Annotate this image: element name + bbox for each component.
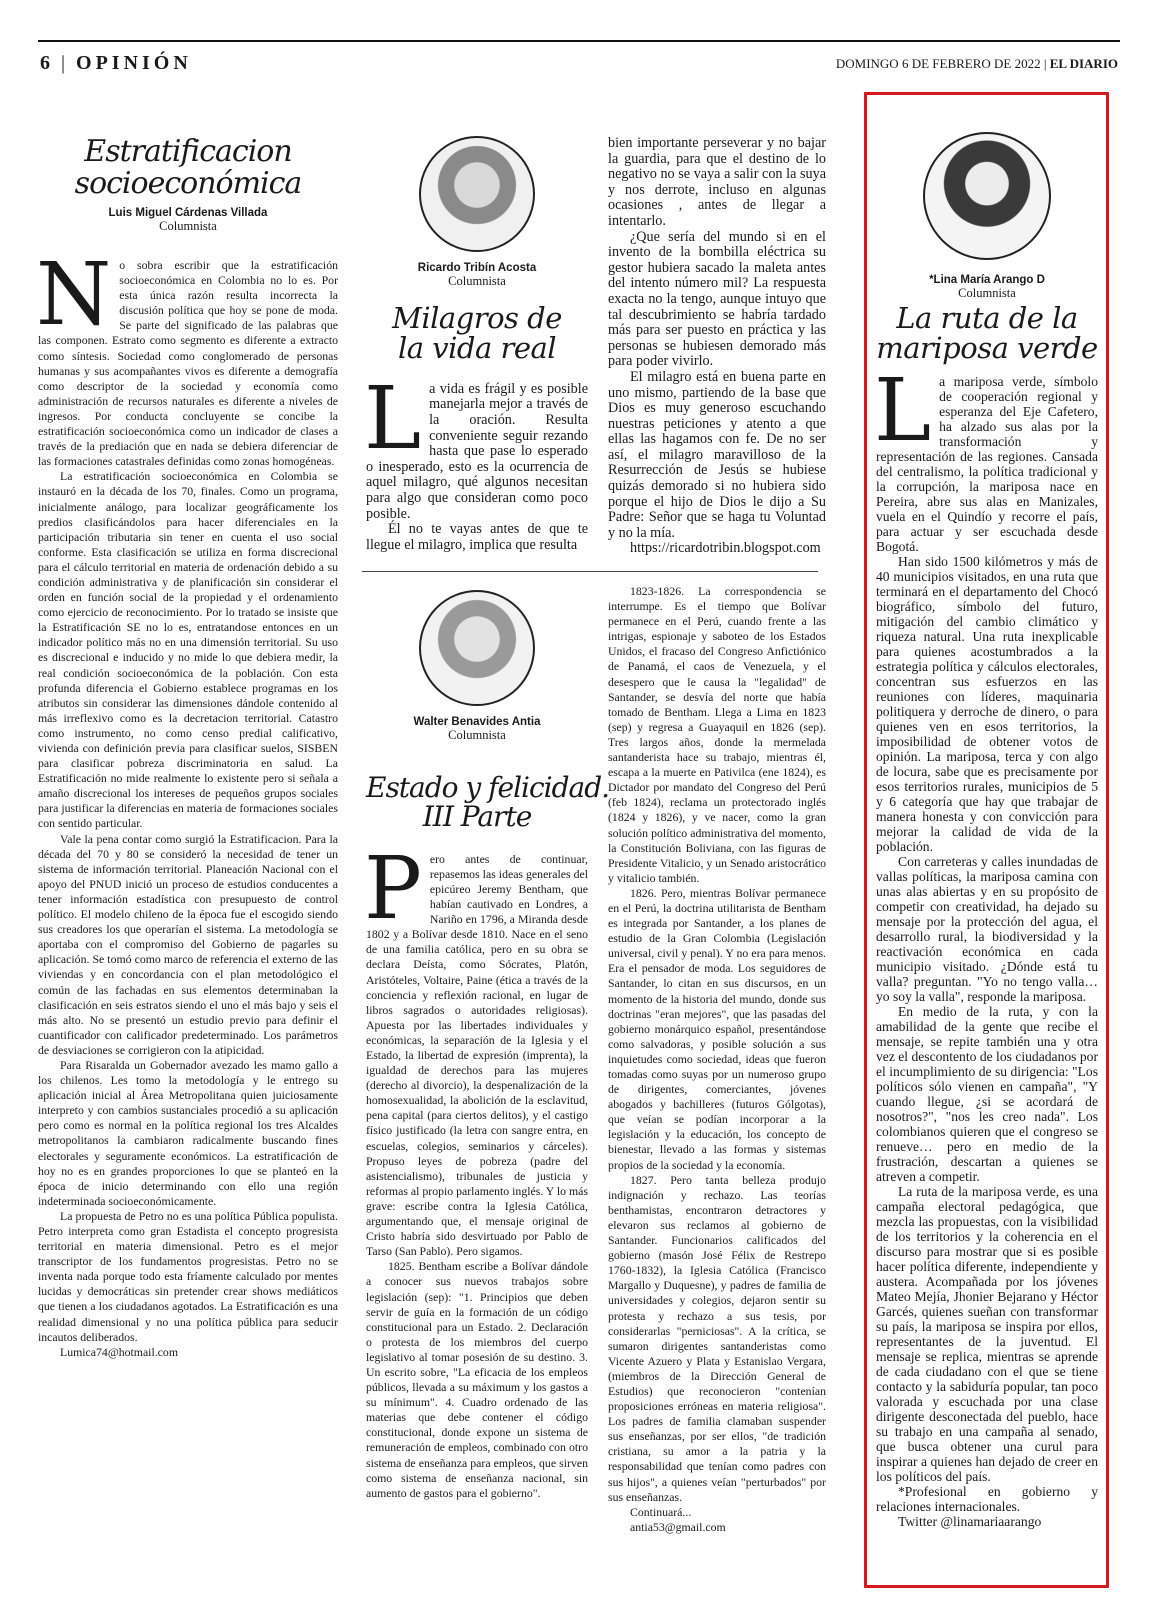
paragraph: La ruta de la mariposa verde, es una campaña electoral pedagógica, que mezcla las propuestas, con la visibilidad de los territorios y la coherencia en el discurso para mostrar que si es posible hacer política diferente, independiente y austera. Acompañada por los jóvenes Mateo Mejía, Jhonier Bejarano y Héctor Garcés, quienes sueñan con transformar su país, la mariposa se inspira por ellos, representantes de la juventud. El mensaje se replica, mientras se aprende de cada ciudadano con el que se tiene contacto y la sabiduría popular, tan poco valorada y escuchada por una clase dirigente desconectada del pueblo, hace su trabajo en una campaña al senado, que busca obtener una curul para inspirar a quienes han dejado de creer en los políticos del país. — [876, 1183, 1098, 1484]
article-body — [364, 368, 588, 554]
author-name: *Lina María Arango D — [929, 274, 1045, 286]
paragraph: Han sido 1500 kilómetros y más de 40 municipios visitados, en una ruta que terminará en el departamento del Chocó biográfico, símbolo del futuro, mitigación del cambio climático y riqueza natural. Una ruta inexplicable para quienes acostumbrados a la estrategia política y cálculos electorales, concentran sus esfuerzos en las reuniones con líderes, maquinaria politiquera y derroche de dinero, o para quienes ven en esos territorios, la imposibilidad de obtener votos de opinión. La mariposa, terca y con algo de locura, sabe que es precisamente por esos territorios rurales, municipios de 5 y 6 categoría que hay que trabajar de manera honesta y con convicción para mejorar la calidad de vida de la población. — [876, 553, 1098, 854]
paragraph: 1826. Pero, mientras Bolívar permanece en el Perú, la doctrina utilitarista de Bentham es integrada por Santander, a los planes de estudio de la Gran Colombia (Legislación universal, civil y penal). Y no era para menos. Era el pensador de moda. Los seguidores de Santander, lo citan en sus discursos, en un momento de la historia del mundo, donde sus doctrinas "eran mejores", que las pasadas del gobierno monárquico español, presentándose como salvadoras, y posible solución a sus inquietudes como sociedad, ideas que fueron tomadas como suyas por un numeroso grupo de dirigentes, comerciantes, jóvenes abogados y bachilleres (futuros Gólgotas), que veían se podían incorporar a la legislación y la educación, los concepto de bienestar, llevado a las formas y sistemas propios de la sociedad y la economía. — [608, 885, 826, 1172]
article-title-estratificacion — [38, 136, 338, 199]
article-body — [608, 584, 826, 1535]
title-line-2: mariposa verde — [876, 331, 1098, 366]
author-name: Ricardo Tribín Acosta — [417, 262, 537, 274]
paragraph: bien importante perseverar y no bajar la guardia, para que el destino de lo negativo no se vaya a salir con la suya y nos derrote, incluso en algunas ocasiones , antes de llegar a intentarlo. — [608, 135, 826, 229]
column-arango — [876, 132, 1098, 1529]
paragraph: o sobra escribir que la estratificación socioeconómica en Colombia no lo es. Por esta única razón resulta incorrecta la discusión política que hoy se pone de moda. Se parte del significado de las palabras que las componen. Estrato como segmento es diferente a extracto como síntesis. Sociedad como conglomerado de personas humanas y sus acompañantes vivos es diferente a demografía como descriptor de la sociedad y economía como administración de recursos naturales es diferente a niveles de ingresos. Por conducta concluyente se concibe la estratificación socioeconómica como un indicador de clases a través de la prediación que en nada se debiera diferenciar de las formaciones catastrales definidas como zonas homogéneas. — [38, 258, 338, 469]
top-rule — [38, 40, 1120, 42]
paragraph: La estratificación socioeconómica en Colombia se instauró en la década de los 70, finales. Como un programa, inicialmente análogo, para localizar geográficamente los predios clasificándolos para hacer diferenciales en la participación tributaria sin tener en cuenta el uso social conforme. Esta clasificación se utiliza en forma discrecional para el cálculo territorial en materia de ordenación debido a su condición administrativa y de planificación sin considerar el orden en función social de la propiedad y el ordenamiento como ejercicio de reconocimiento. Por lo tratado se insiste que la Estratificación SE no lo es, entratandose entonces en un indicador político más no en una dimensión territorial. Su uso es discrecional e inducido y no mide lo que debiera medir, la real condición socioeconómica de la población. Con esta profunda diferencia el Gobierno establece programas en los atributos sin considerar las dimensiones dándole contenido al más irreflexivo como es la decretacion territorial. Catastro como instrumento, no como censo predial calificativo, vivienda con definición previa para clasificar suelos, SISBEN para clasificar pobreza discriminatoria en salud. La Estratificación no mide realmente lo existente pero si señala a amaño discrecional los intereses de pequeños grupos sociales para justificar la diferencias en materia de formaciones sociales con sentido particular. — [38, 469, 338, 831]
paragraph: El milagro está en buena parte en uno mismo, partiendo de la base que Dios es muy generoso escuchando nuestras peticiones y atento a que ellas las hagamos con fe. De no ser así, el milagro maravilloso de la Resurrección de Jesús se hubiese quizás demorado si no hubiera sido porque el hijo de Dios le dijo a Su Padre: Señor que se haga tu Voluntad y no la mía. — [608, 368, 826, 541]
paragraph: La propuesta de Petro no es una política Pública populista. Petro interpreta como gran Estadista el concepto progresista territorial en materia dimensional. Petro es el mejor transcriptor de los fundamentos progresistas. Petro no se inventa nada porque todo esta fríamente calculado por mentes lucidas y democráticas sin pretender crear shows mediáticos que tienen a los ciudadanos agotados. La Estratificación es una realidad dimensional y no una política pública para seducir incautos deliberados. — [38, 1208, 338, 1344]
page-number: 6 — [40, 52, 51, 74]
author-photo — [923, 132, 1051, 260]
paragraph: Para Risaralda un Gobernador avezado les mamo gallo a los chilenos. Les tomo la metodología y le entrego su aplicación inicial al Área Metropolitana quien juiciosamente interpreto y con cambios sustanciales procedió a su aplicación pero como es normal en la política regional los tres Alcaldes metropolitanos la cambiaron radicalmente buscando fines electorales y seguramente económicos. La estratificación de hoy no es en grandes proporciones lo que se planteó en la época de inicio determinando con ello una región indeterminada socioeconómicamente. — [38, 1057, 338, 1208]
title-line-2: la vida real — [397, 331, 557, 366]
article-body — [364, 838, 588, 1501]
author-role: Columnista — [159, 219, 217, 233]
drop-cap: P — [364, 838, 422, 939]
author-bio: *Profesional en gobierno y relaciones internacionales. — [876, 1483, 1098, 1514]
paragraph: ¿Que sería del mundo si en el invento de la bombilla eléctrica su gestor hubiera sacado la maleta antes del intento número mil? La respuesta exacta no la tengo, aunque intuyo que tal descubrimiento se habría tardado más para ser puesto en práctica y las personas se hubiesen demorado más para poder vivirlo. — [608, 228, 826, 370]
article-body — [36, 245, 338, 1360]
title-line-2: socioeconómica — [74, 165, 302, 201]
column-tribin-continued — [608, 136, 826, 557]
drop-cap: N — [36, 245, 112, 345]
paragraph: 1823-1826. La correspondencia se interrumpe. Es el tiempo que Bolívar permanece en el Perú, cuando frente a las intrigas, espionaje y saboteo de los Estados Unidos, el fracaso del Congreso Anfictiónico de Panamá, el caos de Venezuela, y el desespero que le causa la "legalidad" de Santander, se desvía del norte que había tomado de Bentham. Llega a Lima en 1823 (sep) y regresa a Guayaquil en 1826 (sep). Tres largos años, donde la mermelada santanderista hace su trabajo, mientras él, escapa a la muerte en Pativilca (ene 1824), es Dictador por mandato del Congreso del Perú (feb 1824), reclama un protectorado inglés (1824 y 1826), y ve nacer, como la gran solución político administrativa del momento, la Constitución Boliviana, con las figuras de Presidente Vitalicio, y un Senado aristocrático y vitalicio también. — [608, 584, 826, 885]
author-email: antia53@gmail.com — [630, 1519, 726, 1534]
title-line-1: Estado y felicidad. — [366, 771, 610, 804]
issue-date: DOMINGO 6 DE FEBRERO DE 2022 — [835, 56, 1041, 71]
page-header — [40, 52, 1118, 76]
drop-cap: L — [874, 360, 932, 461]
author-name: Walter Benavides Antia — [413, 716, 541, 728]
to-be-continued: Continuará... — [630, 1504, 692, 1519]
paragraph: a vida es frágil y es posible manejarla mejor a través de la oración. Resulta conveniente seguir rezando hasta que pase lo esperado o inesperado, esto es la ocurrencia de aquel milagro, qué algunos necesitan para algo que consideran como poco posible. — [366, 380, 588, 522]
drop-cap: L — [364, 368, 422, 469]
paragraph: Vale la pena contar como surgió la Estratificacion. Para la década del 70 y 80 se consideró la necesidad de tener un sistema de información territorial. Planeación Nacional con el apoyo del PNUD inició un proceso de estudios conducentes a tener información estadística con presupuesto de control político. El modelo chileno de la época fue el escogido siendo sus creadores los que operarían el sistema. La metodología se aportaba con el compromiso del Gobierno de pagarles su aplicación. Se tomó como marco de referencia el externo de las viviendas y en concordancia con el plan metodológico el común de las fachadas en sus elementos determinaban la clasificación en seis estratos siendo el uno el más bajo y seis el más alto. No se presentó un estudio previo para definir el cuantificador con calificador predeterminado. Los parámetros de desviaciones se corrigieron con la atipicidad. — [38, 831, 338, 1057]
section-name: OPINIÓN — [76, 52, 192, 74]
twitter-handle[interactable]: Twitter @linamariaarango — [898, 1513, 1042, 1529]
author-email: Lumica74@hotmail.com — [60, 1344, 178, 1359]
paragraph: Él no te vayas antes de que te llegue el milagro, implica que resulta — [366, 521, 588, 553]
paragraph: a mariposa verde, símbolo de cooperación regional y esperanza del Eje Cafetero, ha alzado sus alas por la transformación y representación de las regiones. Cansada del centralismo, la política tradicional y la corrupción, la mariposa nace en Pereira, abre sus alas en Manizales, vuela en el Quindío y recorre el país, para actuar y ser escuchada desde Bogotá. — [876, 373, 1098, 554]
title-line-1: Milagros de — [392, 301, 562, 335]
column-benavides-continued — [608, 584, 826, 1535]
paragraph: 1825. Bentham escribe a Bolívar dándole a conocer sus nuevos trabajos sobre legislación (sep): "1. Principios que deben servir de guía en la formación de un código constitucional para un Estado. 2. Declaración o protesta de los miembros del cuerpo legislativo al tomar posesión de su destino. 3. Un escrito sobre, "La eficacia de los empleos públicos, llevada a su máximum y los gastos a su mínimum". 4. Cuadro ordenado de las materias que debe contener el código constitucional, donde expone un sistema de remuneración de empleos, combinado con otro sistema de enseñanza para empleos, que sirven como sistema de enseñanza nacional, sin aumento de gastos para el gobierno". — [366, 1259, 588, 1500]
column-benavides — [364, 590, 610, 1501]
author-photo — [419, 590, 535, 706]
title-line-1: Estratificacion — [84, 134, 292, 169]
article-title-mariposa — [876, 303, 1098, 364]
section-divider — [362, 571, 818, 572]
paragraph: En medio de la ruta, y con la amabilidad de la gente que recibe el mensaje, se repite también una y otra vez el descontento de los ciudadanos por el incumplimiento de su dirigencia: "Los políticos sólo vienen en campaña", "Y cuando llegue, ¿si se acordará de nosotros?", "nos les creo nada". Los colombianos quieren que el congreso se renueve… pero en medio de la frustración, descartan a quienes se atreven a competir. — [876, 1003, 1098, 1184]
page-header-left — [40, 52, 192, 75]
article-title-estado — [366, 771, 610, 834]
paragraph: ero antes de continuar, repasemos las ideas generales del epicúreo Jeremy Bentham, que habían cautivado en Londres, a Nariño en 1796, a Miranda desde 1802 y a Bolívar desde 1810. Nace en el seno de una familia católica, pero en su obra se declara Deísta, como Sócrates, Platón, Aristóteles, Voltaire, Paine (ética a través de la conciencia y reflexión racional, en lugar de libros sagrados o autoridades religiosas). Apuesta por las libertades individuales y económicas, la separación de la Iglesia y el Estado, la libertad de expresión (imprenta), la igualdad de derechos para las mujeres (derecho al divorcio), la despenalización de la homosexualidad, la abolición de la esclavitud, pena capital (para ciertos delitos), y el castigo físico justificado (la letra con sangre entra, en escuelas, colegios, seminarios y cárceles). Propuso leyes de pobreza (padre del asistencialismo), tribunales de justicia y reformas al propio parlamento inglés. Y lo más grave: escribe contra la Iglesia Católica, argumentando que, el mensaje original de Cristo habría sido desvirtuado por Pablo de Tarso (San Pablo). Pero sigamos. — [366, 851, 588, 1259]
article-title-milagros — [366, 303, 588, 364]
title-line-1: La ruta de la — [896, 301, 1078, 335]
title-line-2: III Parte — [422, 800, 532, 834]
header-separator: | — [61, 52, 67, 74]
blog-link[interactable]: https://ricardotribin.blogspot.com — [630, 540, 821, 557]
author-role: Columnista — [958, 286, 1016, 300]
newspaper-name: EL DIARIO — [1049, 56, 1118, 71]
column-cardenas — [38, 136, 338, 1360]
column-tribin — [366, 136, 588, 553]
author-photo — [419, 136, 535, 252]
author-role: Columnista — [448, 274, 506, 288]
page-header-right: DOMINGO 6 DE FEBRERO DE 2022 | EL DIARIO — [835, 56, 1118, 71]
author-role: Columnista — [448, 728, 506, 742]
paragraph: Con carreteras y calles inundadas de vallas políticas, la mariposa camina con unas alas abiertas y en su propósito de competir con creatividad, ha dejado su mensaje por la protección del agua, el desarrollo rural, la biodiversidad y la reactivación económica en cada municipio visitado. ¿Dónde está tu valla? preguntan. "Yo no tengo valla… yo soy la valla", responde la mariposa. — [876, 853, 1098, 1004]
author-name: Luis Miguel Cárdenas Villada — [108, 207, 268, 219]
article-body — [874, 360, 1098, 1529]
paragraph: 1827. Pero tanta belleza produjo indignación y rechazo. Las teorías benthamistas, encontraron detractores y elevaron sus reclamos al gobierno de Santander. Funcionarios calificados del gobierno (masón José Félix de Restrepo 1760-1832), la Iglesia Católica (Francisco Margallo y Duquesne), y padres de familia de universidades y colegios, dejaron sentir su protesta y rechazo a sus tesis, por considerarlas "perniciosas". A la crítica, se sumaron dirigentes santanderistas como Vicente Azuero y Plata y Estanislao Vergara, (miembros de la Dirección General de Estudios) que reconocieron "contenían proposiciones erróneas en materia religiosa". Los padres de familia clamaban suspender sus enseñanzas, por ser ellos, "de tradición cristiana, su amor a la patria y la responsabilidad que tenían como padres con sus hijos", a quienes veían "perturbados" por sus enseñanzas. — [608, 1172, 826, 1504]
article-body — [608, 136, 826, 557]
